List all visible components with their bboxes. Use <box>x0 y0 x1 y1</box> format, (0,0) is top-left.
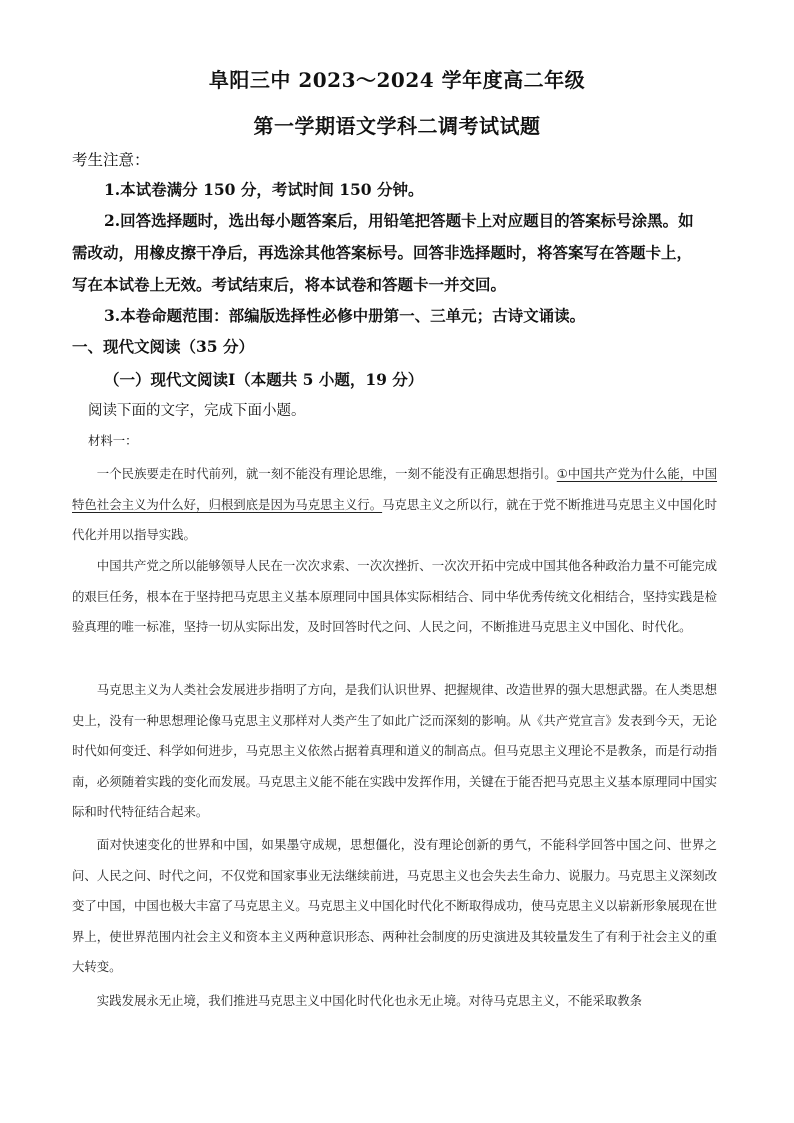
notice-item-3: 3.本卷命题范围：部编版选择性必修中册第一、三单元；古诗文诵读。 <box>104 306 586 325</box>
paragraph-4: 面对快速变化的世界和中国，如果墨守成规，思想僵化，没有理论创新的勇气，不能科学回答中国之问、世界之问、人民之问、时代之问，不仅党和国家事业无法继续前进，马克思主义也会失去生命力、说服力。马克思主义深刻改变了中国，中国也极大丰富了马克思主义。马克思主义中国化时代化不断取得成功，使马克思主义以崭新形象展现在世界上，使世界范围内社会主义和资本主义两种意识形态、两种社会制度的历史演进及其较量发生了有利于社会主义的重大转变。 <box>72 837 717 975</box>
exam-title-line2: 第一学期语文学科二调考试试题 <box>253 114 541 138</box>
notice-item-2-line1: 2.回答选择题时，选出每小题答案后，用铅笔把答题卡上对应题目的答案标号涂黑。如 <box>104 211 694 230</box>
notice-item-1: 1.本试卷满分 150 分，考试时间 150 分钟。 <box>104 180 424 199</box>
paragraph-3: 马克思主义为人类社会发展进步指明了方向，是我们认识世界、把握规律、改造世界的强大思想武器。在人类思想史上，没有一种思想理论像马克思主义那样对人类产生了如此广泛而深刻的影响。从《共产党宣言》发表到今天，无论时代如何变迁、科学如何进步，马克思主义依然占据着真理和道义的制高点。但马克思主义理论不是教条，而是行动指南，必须随着实践的变化而发展。马克思主义能不能在实践中发挥作用，关键在于能否把马克思主义基本原理同中国实际和时代特征结合起来。 <box>72 682 717 820</box>
paragraph-2: 中国共产党之所以能够领导人民在一次次求索、一次次挫折、一次次开拓中完成中国其他各种政治力量不可能完成的艰巨任务，根本在于坚持把马克思主义基本原理同中国具体实际相结合、同中华优秀传统文化相结合，坚持实践是检验真理的唯一标准，坚持一切从实际出发，及时回答时代之问、人民之问，不断推进马克思主义中国化、时代化。 <box>72 558 717 635</box>
section-heading: 一、现代文阅读（35 分） <box>72 337 254 356</box>
paragraph-1-underlined-sentence: ①中国共产党为什么能，中国特色社会主义为什么好，归根到底是因为马克思主义行。 <box>72 466 718 512</box>
paragraph-1 <box>72 459 717 551</box>
material-label: 材料一： <box>88 433 138 448</box>
paragraph-1-text-b: 马克思主义之所以行，就在于党不断推进马克思主义中国化时代化并用以指导实践。 <box>72 496 718 543</box>
subsection-heading: （一）现代文阅读Ⅰ（本题共 5 小题，19 分） <box>104 370 424 389</box>
paragraph-5: 实践发展永无止境，我们推进马克思主义中国化时代化也永无止境。对待马克思主义，不能采取教条 <box>96 993 642 1008</box>
paragraph-1-text-a: 一个民族要走在时代前列，就一刻不能没有理论思维，一刻不能没有正确思想指引。 <box>96 466 557 481</box>
notice-item-2-line3: 写在本试卷上无效。考试结束后，将本试卷和答题卡一并交回。 <box>72 275 507 294</box>
reading-instruction: 阅读下面的文字，完成下面小题。 <box>88 403 306 419</box>
exam-title-line1: 阜阳三中 2023～2024 学年度高二年级 <box>208 68 586 92</box>
notice-heading: 考生注意： <box>72 151 150 169</box>
notice-item-2-line2: 需改动，用橡皮擦干净后，再选涂其他答案标号。回答非选择题时，将答案写在答题卡上， <box>72 243 693 262</box>
